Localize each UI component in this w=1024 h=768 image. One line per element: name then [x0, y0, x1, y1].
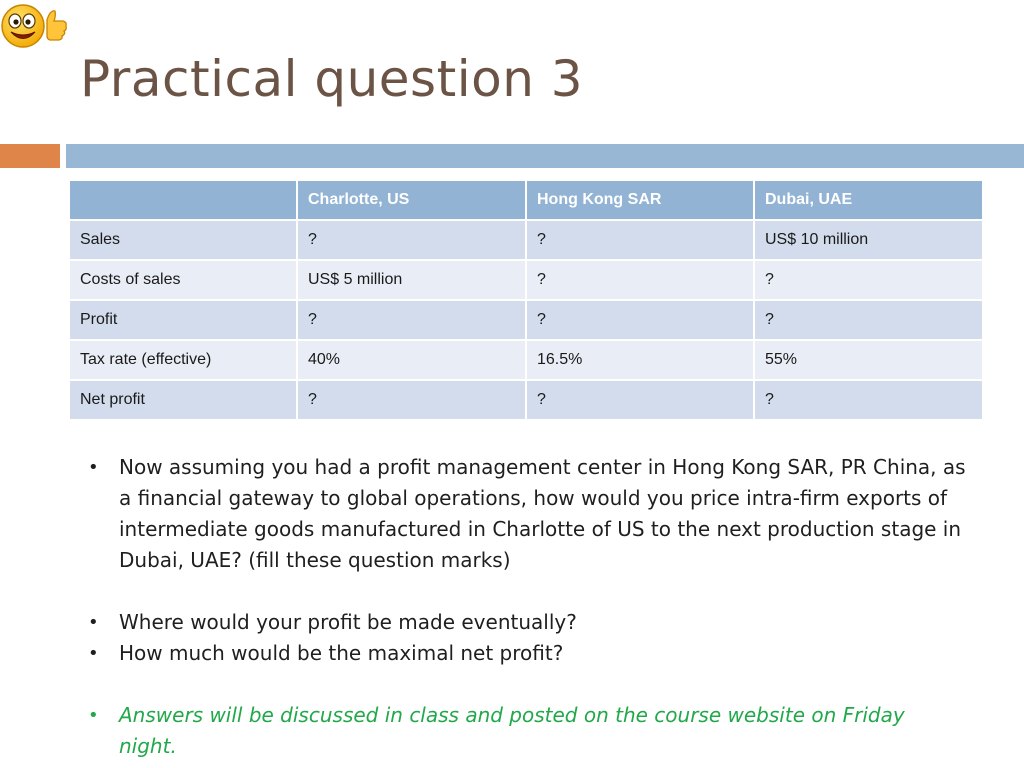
table-cell: ? [526, 380, 754, 420]
accent-bar-blue [66, 144, 1024, 168]
smiley-thumbs-up-icon [0, 2, 72, 50]
bullet-item [88, 638, 968, 669]
table-cell: Costs of sales [69, 260, 297, 300]
table-cell: Net profit [69, 380, 297, 420]
table-cell: 16.5% [526, 340, 754, 380]
slide-title: Practical question 3 [80, 50, 584, 108]
table-cell: ? [526, 260, 754, 300]
bullet-text: Now assuming you had a profit management center in Hong Kong SAR, PR China, as a financial gateway to global operations, how would you price intra-firm exports of intermediate goods manufactured in Charlotte of US to the next production stage in Dubai, UAE? (fill these question marks) [119, 455, 966, 572]
table-header-hong-kong: Hong Kong SAR [526, 180, 754, 220]
table-cell: ? [754, 260, 983, 300]
table-cell: ? [754, 300, 983, 340]
table-cell: ? [297, 220, 526, 260]
bullet-item [88, 607, 968, 638]
bullet-dot-icon: • [88, 457, 99, 478]
table-row [69, 260, 983, 300]
table-cell: 55% [754, 340, 983, 380]
bullet-text: How much would be the maximal net profit? [119, 641, 564, 665]
table-cell: 40% [297, 340, 526, 380]
table-row [69, 340, 983, 380]
table-cell: US$ 10 million [754, 220, 983, 260]
accent-bar-orange [0, 144, 60, 168]
table-cell: Tax rate (effective) [69, 340, 297, 380]
table-cell: ? [526, 300, 754, 340]
bullet-list [88, 452, 968, 762]
table-cell: Profit [69, 300, 297, 340]
bullet-item [88, 452, 968, 576]
table-cell: US$ 5 million [297, 260, 526, 300]
table-row [69, 300, 983, 340]
table-header-dubai: Dubai, UAE [754, 180, 983, 220]
table-cell: ? [526, 220, 754, 260]
bullet-text: Where would your profit be made eventually? [119, 610, 577, 634]
table-header-blank [69, 180, 297, 220]
bullet-text: Answers will be discussed in class and posted on the course website on Friday night. [119, 703, 905, 758]
bullet-dot-icon: • [88, 705, 99, 726]
table-cell: ? [754, 380, 983, 420]
table-cell: ? [297, 300, 526, 340]
table-row [69, 380, 983, 420]
table-header-row [69, 180, 983, 220]
table-row [69, 220, 983, 260]
bullet-dot-icon: • [88, 643, 99, 664]
table-header-charlotte: Charlotte, US [297, 180, 526, 220]
table-cell: Sales [69, 220, 297, 260]
profit-table [68, 179, 984, 421]
bullet-dot-icon: • [88, 612, 99, 633]
table-cell: ? [297, 380, 526, 420]
bullet-item-answer-note [88, 700, 968, 762]
